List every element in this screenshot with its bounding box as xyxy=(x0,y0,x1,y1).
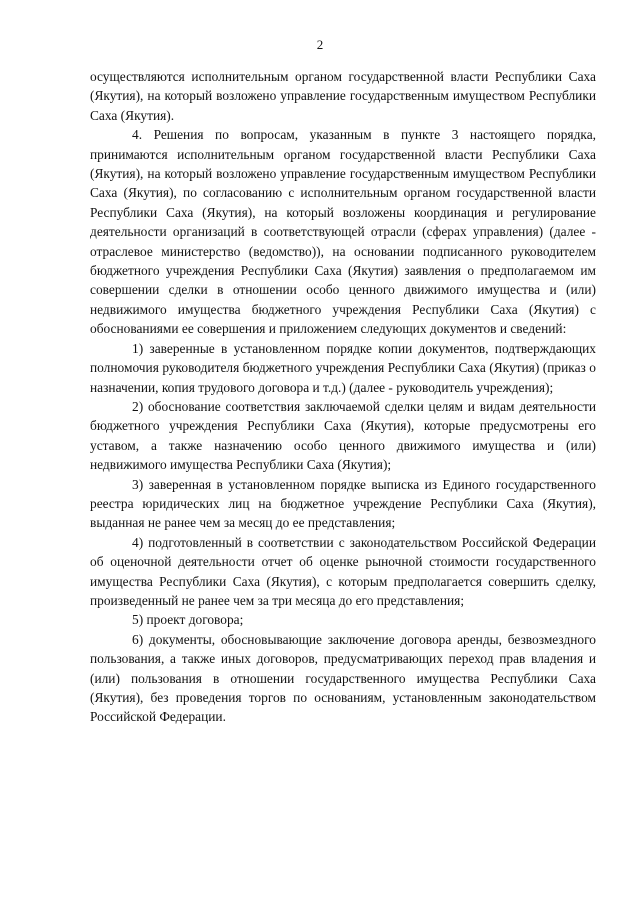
list-item-2: 2) обоснование соответствия заключаемой сделки целям и видам деятельности бюджетного учреждения Республики Саха (Якутия), которые предусмотрены его уставом, а также назначению особо ценного движимого имущества и (или) недвижимого имущества Республики Саха (Якутия); xyxy=(90,398,596,473)
paragraph-item-4: 4. Решения по вопросам, указанным в пункте 3 настоящего порядка, принимаются исполнительным органом государственной власти Республики Саха (Якутия), на который возложено управление государственным имуществом Республики Саха (Якутия), по согласованию с исполнительным органом государственной власти Республики Саха (Якутия), на который возложены координация и регулирование деятельности организаций в соответствующей отрасли (сферах управления) (далее - отраслевое министерство (ведомство)), на основании подписанного руководителем бюджетного учреждения Республики Саха (Якутия) заявления о предполагаемом им совершении сделки в отношении особо ценного движимого имущества и (или) недвижимого имущества бюджетного учреждения Республики Саха (Якутия) с обоснованиями ее совершения и приложением следующих документов и сведений: xyxy=(90,127,596,337)
paragraph-continuation: осуществляются исполнительным органом государственной власти Республики Саха (Якутия), на который возложено управление государственным имуществом Республики Саха (Якутия). xyxy=(90,69,596,123)
list-item-4: 4) подготовленный в соответствии с законодательством Российской Федерации об оценочной деятельности отчет об оценке рыночной стоимости государственного имущества Республики Саха (Якутия), с которым предполагается совершить сделку, произведенный не ранее чем за три месяца до его представления; xyxy=(90,534,596,608)
list-item-1: 1) заверенные в установленном порядке копии документов, подтверждающих полномочия руководителя бюджетного учреждения Республики Саха (Якутия) (приказ о назначении, копия трудового договора и т.д.) (далее - руководитель учреждения); xyxy=(90,340,596,395)
list-item-3: 3) заверенная в установленном порядке выписка из Единого государственного реестра юридических лиц на бюджетное учреждение Республики Саха (Якутия), выданная не ранее чем за месяц до ее представления; xyxy=(90,476,596,531)
list-item-6: 6) документы, обосновывающие заключение договора аренды, безвозмездного пользования, а также иных договоров, предусматривающих переход прав владения и (или) пользования в отношении государственного имущества Республики Саха (Якутия), без проведения торгов по основаниям, установленным законодательством Российской Федерации. xyxy=(90,631,596,725)
document-body xyxy=(90,67,596,727)
list-item-5: 5) проект договора; xyxy=(132,612,244,628)
page-number: 2 xyxy=(316,37,324,52)
